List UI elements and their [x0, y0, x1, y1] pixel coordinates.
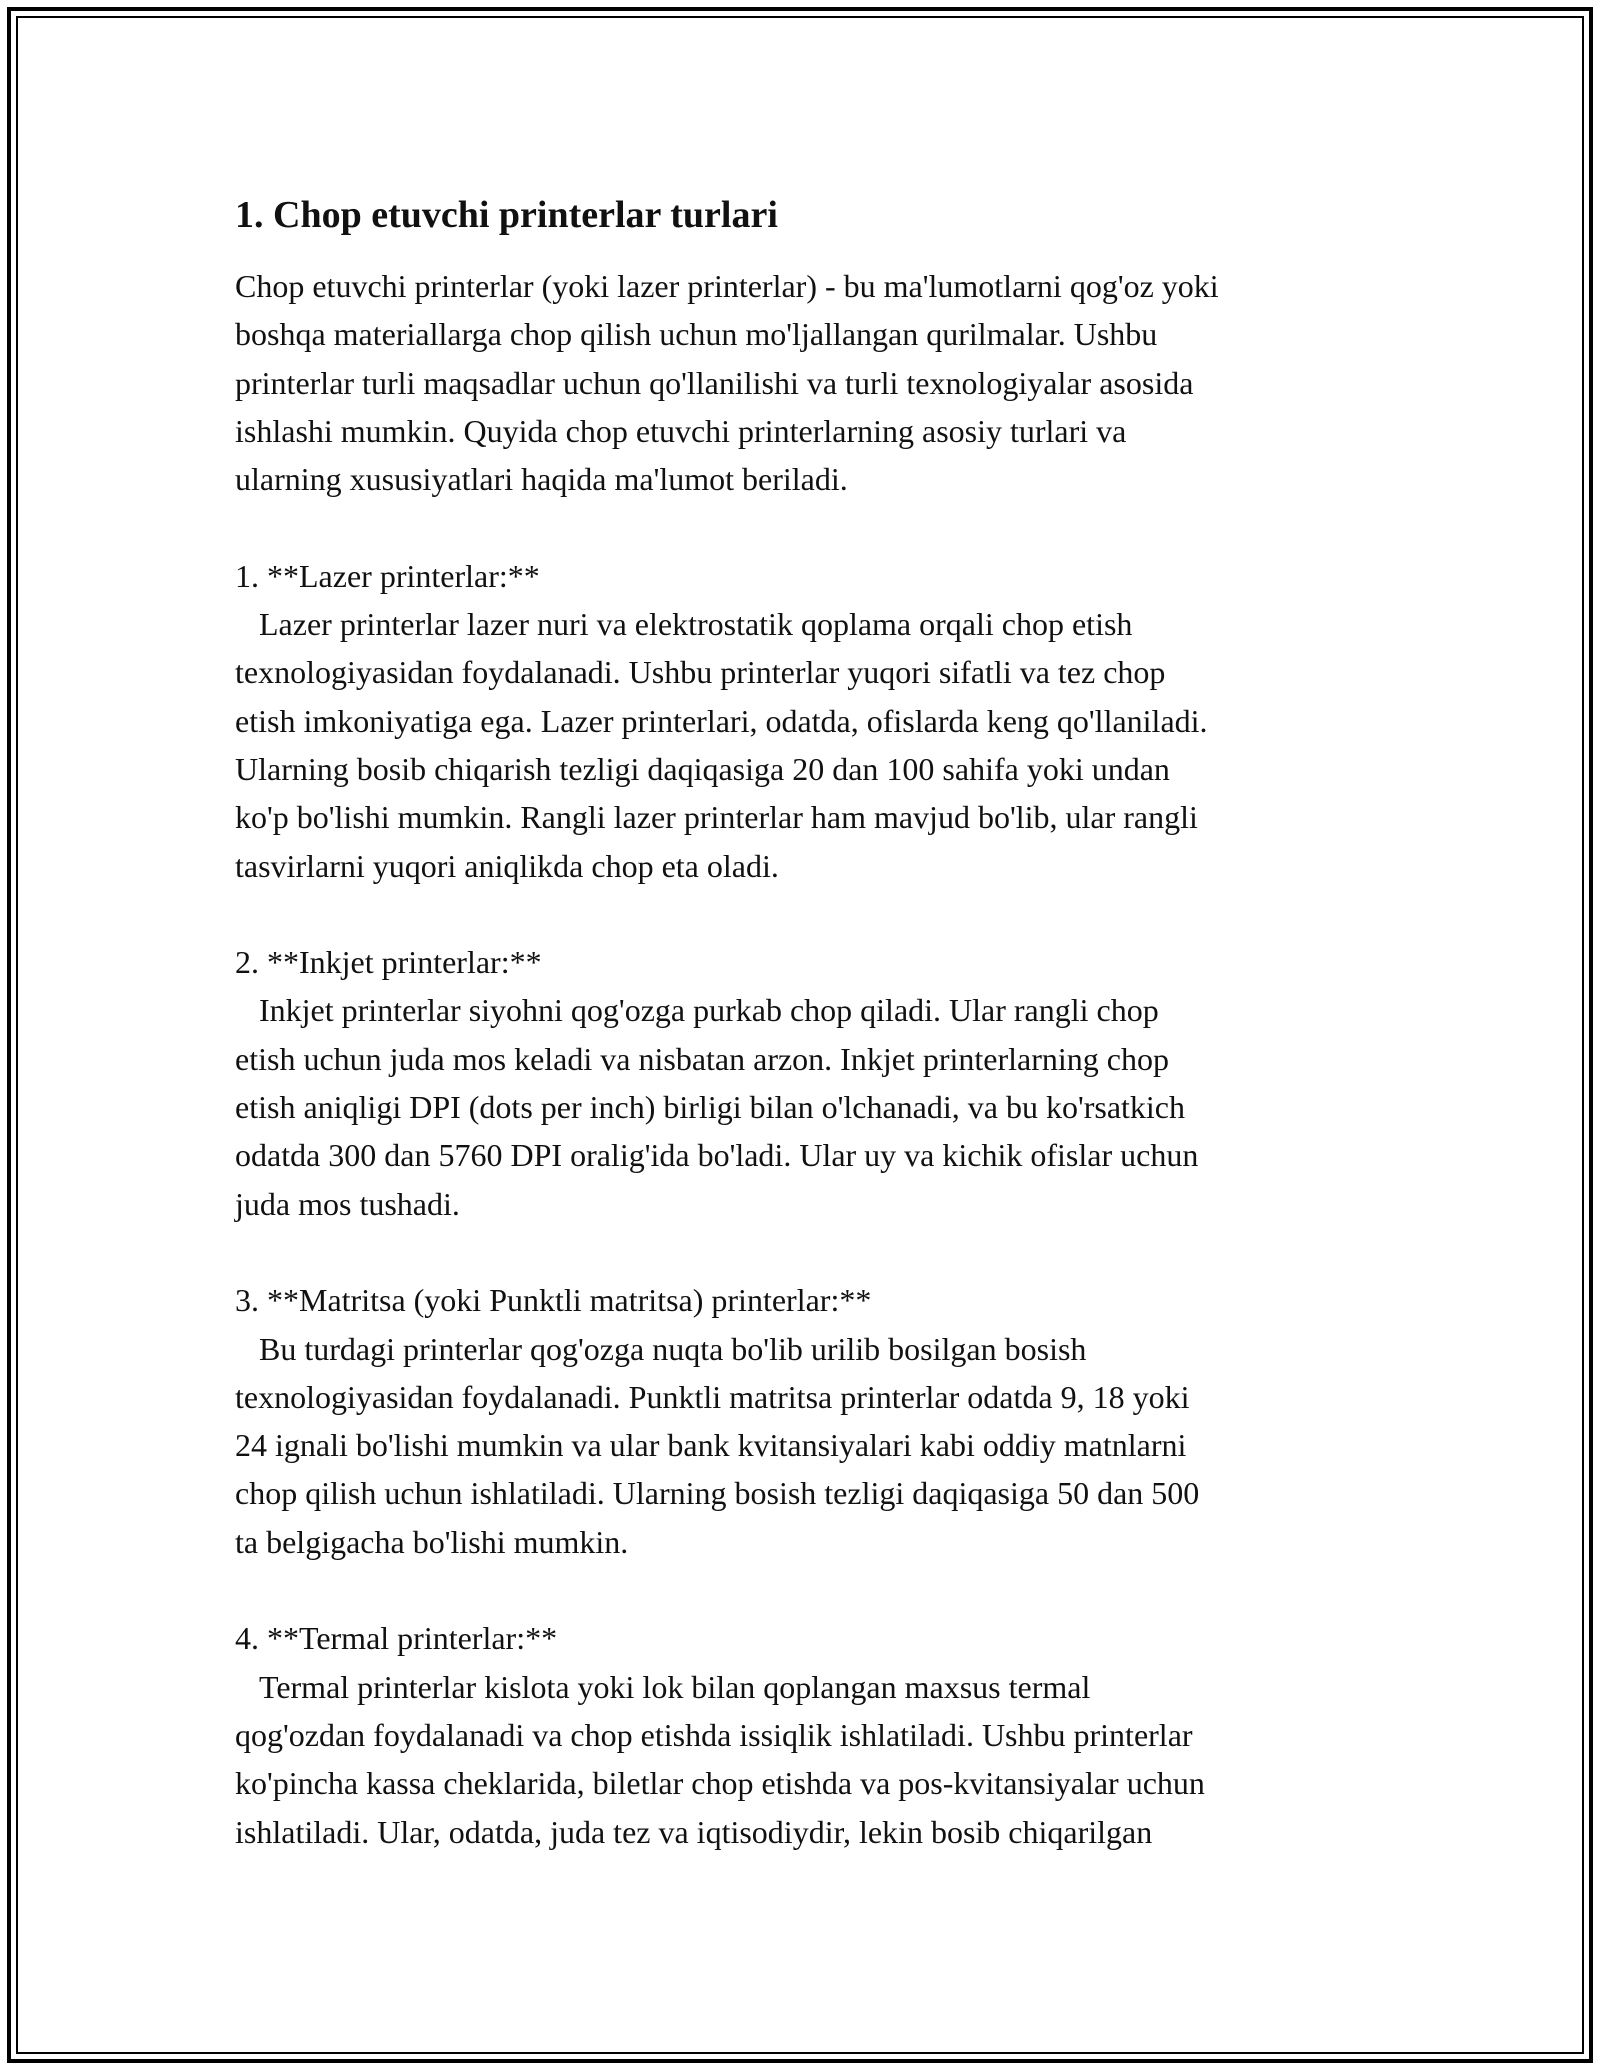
section-body: Inkjet printerlar siyohni qog'ozga purkab chop qiladi. Ular rangli chop etish uchun juda mos keladi va nisbatan arzon. Inkjet printerlarning chop etish aniqligi DPI (dots per inch) birligi bilan o'lchanadi, va bu ko'rsatkich odatda 300 dan 5760 DPI oralig'ida bo'ladi. Ular uy va kichik ofislar uchun juda mos tushadi.	[235, 992, 1199, 1222]
section-heading: 3. **Matritsa (yoki Punktli matritsa) printerlar:**	[235, 1282, 872, 1319]
section-matrix-printers	[235, 1276, 1405, 1566]
section-heading: 4. **Termal printerlar:**	[235, 1620, 558, 1657]
section-heading: 2. **Inkjet printerlar:**	[235, 944, 542, 981]
page-title: 1. Chop etuvchi printerlar turlari	[235, 194, 778, 236]
section-inkjet-printers	[235, 938, 1405, 1228]
section-lazer-printers	[235, 552, 1405, 890]
document-body	[235, 186, 1405, 1856]
section-body: Lazer printerlar lazer nuri va elektrostatik qoplama orqali chop etish texnologiyasidan foydalanadi. Ushbu printerlar yuqori sifatli va tez chop etish imkoniyatiga ega. Lazer printerlari, odatda, ofislarda keng qo'llaniladi. Ularning bosib chiqarish tezligi daqiqasiga 20 dan 100 sahifa yoki undan ko'p bo'lishi mumkin. Rangli lazer printerlar ham mavjud bo'lib, ular rangli tasvirlarni yuqori aniqlikda chop eta oladi.	[235, 606, 1208, 884]
section-body: Termal printerlar kislota yoki lok bilan qoplangan maxsus termal qog'ozdan foydalanadi va chop etishda issiqlik ishlatiladi. Ushbu printerlar ko'pincha kassa cheklarida, biletlar chop etishda va pos-kvitansiyalar uchun ishlatiladi. Ular, odatda, juda tez va iqtisodiydir, lekin bosib chiqarilgan	[235, 1668, 1205, 1850]
section-heading: 1. **Lazer printerlar:**	[235, 557, 540, 594]
section-body: Bu turdagi printerlar qog'ozga nuqta bo'lib urilib bosilgan bosish texnologiyasidan foydalanadi. Punktli matritsa printerlar odatda 9, 18 yoki 24 ignali bo'lishi mumkin va ular bank kvitansiyalari kabi oddiy matnlarni chop qilish uchun ishlatiladi. Ularning bosish tezligi daqiqasiga 50 dan 500 ta belgigacha bo'lishi mumkin.	[235, 1330, 1200, 1560]
section-thermal-printers	[235, 1614, 1405, 1855]
intro-paragraph: Chop etuvchi printerlar (yoki lazer printerlar) - bu ma'lumotlarni qog'oz yoki boshqa materiallarga chop qilish uchun mo'ljallangan qurilmalar. Ushbu printerlar turli maqsadlar uchun qo'llanilishi va turli texnologiyalar asosida ishlashi mumkin. Quyida chop etuvchi printerlarning asosiy turlari va ularning xususiyatlari haqida ma'lumot beriladi.	[235, 268, 1219, 498]
